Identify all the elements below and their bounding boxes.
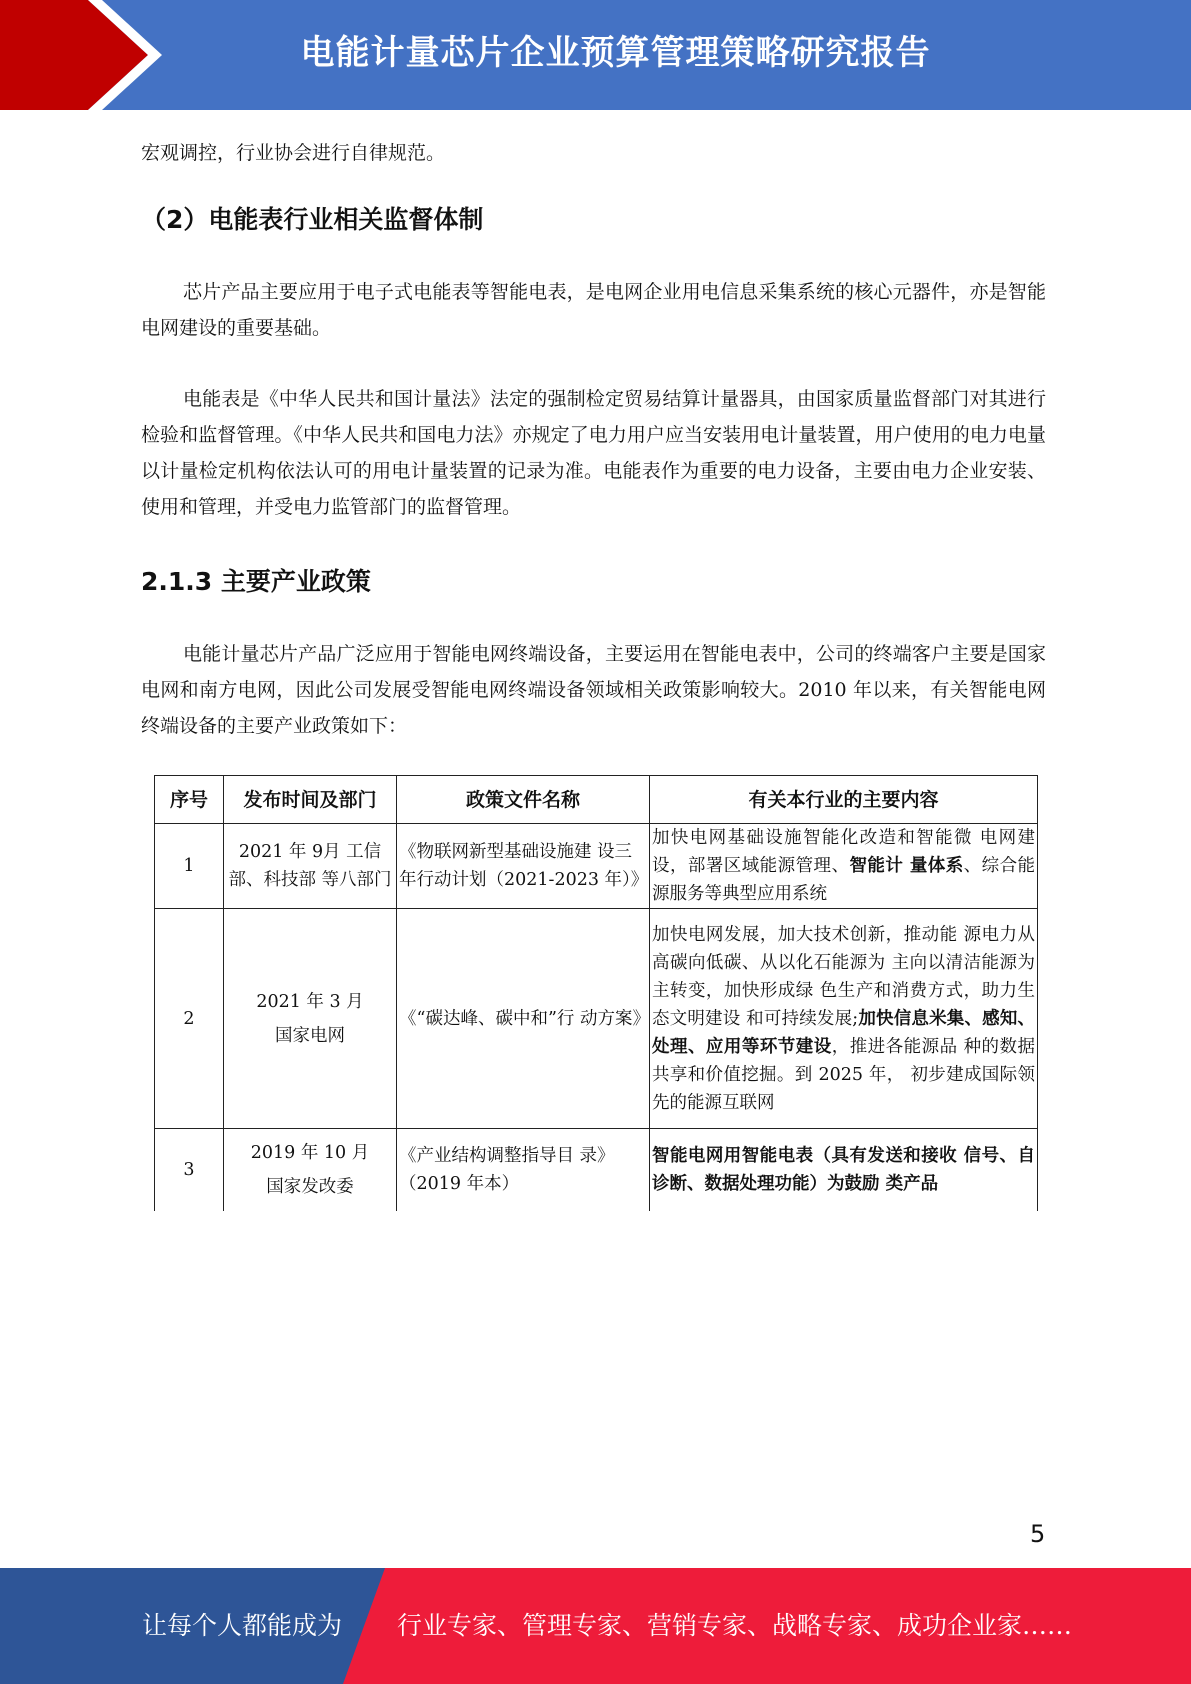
row-content [650, 1129, 1038, 1211]
section-heading-block [141, 562, 1046, 598]
dept-line: 2019 年 10 月 [250, 1142, 370, 1163]
row-no: 1 [155, 824, 224, 909]
paragraph-1: 芯片产品主要应用于电子式电能表等智能电表，是电网企业用电信息采集系统的核心元器件，亦是智能电网建设的重要基础。 [141, 281, 1046, 339]
para2-block [141, 381, 1046, 525]
content-normal: ，推进各能源品 种的数据共享和价值挖掘。到 2025 年， 初步建成国际领先的能源互联网 [652, 1036, 1036, 1113]
footer-slogan-right: 行业专家、管理专家、营销专家、战略专家、成功企业家…… [397, 1611, 1073, 1640]
table-row [155, 824, 1038, 909]
paragraph-2: 电能表是《中华人民共和国计量法》法定的强制检定贸易结算计量器具，由国家质量监督部门对其进行检验和监督管理。《中华人民共和国电力法》亦规定了电力用户应当安装用电计量装置，用户使用的电力电量以计量检定机构依法认可的用电计量装置的记录为准。电能表作为重要的电力设备，主要由电力企业安装、使用和管理，并受电力监管部门的监督管理。 [141, 388, 1046, 518]
policy-table [154, 775, 1038, 1211]
dept-line: 国家发改委 [266, 1176, 354, 1197]
content-bold: 智能电网用智能电表（具有发送和接收 信号、自诊断、数据处理功能）为鼓励 类产品 [652, 1145, 1035, 1194]
row-dept [224, 1129, 397, 1211]
subheading: （2）电能表行业相关监督体制 [141, 205, 484, 234]
footer-slogan-left: 让每个人都能成为 [142, 1611, 343, 1640]
content-bold: 加快信息米集、感知、 处理、应用等环节建设 [652, 1008, 1036, 1057]
dept-line: 2021 年 3 月 [256, 991, 364, 1012]
header-title: 电能计量芯片企业预算管理策略研究报告 [300, 33, 931, 73]
row-doc: 《“碳达峰、碳中和”行 动方案》 [397, 909, 650, 1129]
intro-line: 宏观调控，行业协会进行自律规范。 [141, 142, 446, 164]
content-normal: 加快电网基础设施智能化改造和智能微 电网建设，部署区域能源管理、 [652, 828, 1035, 876]
table-header-row [155, 776, 1038, 824]
content-bold: 智能计 量体系 [849, 856, 964, 876]
row-no: 3 [155, 1129, 224, 1211]
row-dept [224, 909, 397, 1129]
para1-block [141, 274, 1046, 346]
row-dept: 2021 年 9月 工信部、科技部 等八部门 [224, 824, 397, 909]
header-content: 有关本行业的主要内容 [650, 776, 1038, 824]
row-content [650, 824, 1038, 909]
row-doc: 《产业结构调整指导目 录》（2019 年本） [397, 1129, 650, 1211]
intro-line-block [141, 135, 1046, 171]
row-doc: 《物联网新型基础设施建 设三年行动计划（2021-2023 年）》 [397, 824, 650, 909]
paragraph-3: 电能计量芯片产品广泛应用于智能电网终端设备，主要运用在智能电表中，公司的终端客户主要是国家电网和南方电网，因此公司发展受智能电网终端设备领域相关政策影响较大。2010 年以来，有关智能电网终端设备的主要产业政策如下： [141, 643, 1046, 737]
page-number: 5 [1030, 1520, 1046, 1548]
header-no: 序号 [155, 776, 224, 824]
para3-block [141, 636, 1046, 744]
content-normal: 、综合能源服务等典型应用系统 [652, 856, 1036, 904]
header-doc: 政策文件名称 [397, 776, 650, 824]
row-no: 2 [155, 909, 224, 1129]
section-heading: 2.1.3 主要产业政策 [141, 567, 371, 596]
row-content [650, 909, 1038, 1129]
page-header [0, 0, 1191, 110]
page-footer [0, 1568, 1191, 1684]
subheading-block [141, 200, 1046, 236]
table-row [155, 909, 1038, 1129]
header-dept: 发布时间及部门 [224, 776, 397, 824]
content-normal: 加快电网发展，加大技术创新，推动能 源电力从高碳向低碳、从以化石能源为 主向以清洁能源为主转变，加快形成绿 色生产和消费方式，助力生态文明建设 和可持续发展; [652, 924, 1035, 1029]
dept-line: 国家电网 [275, 1025, 345, 1046]
table-row [155, 1129, 1038, 1211]
